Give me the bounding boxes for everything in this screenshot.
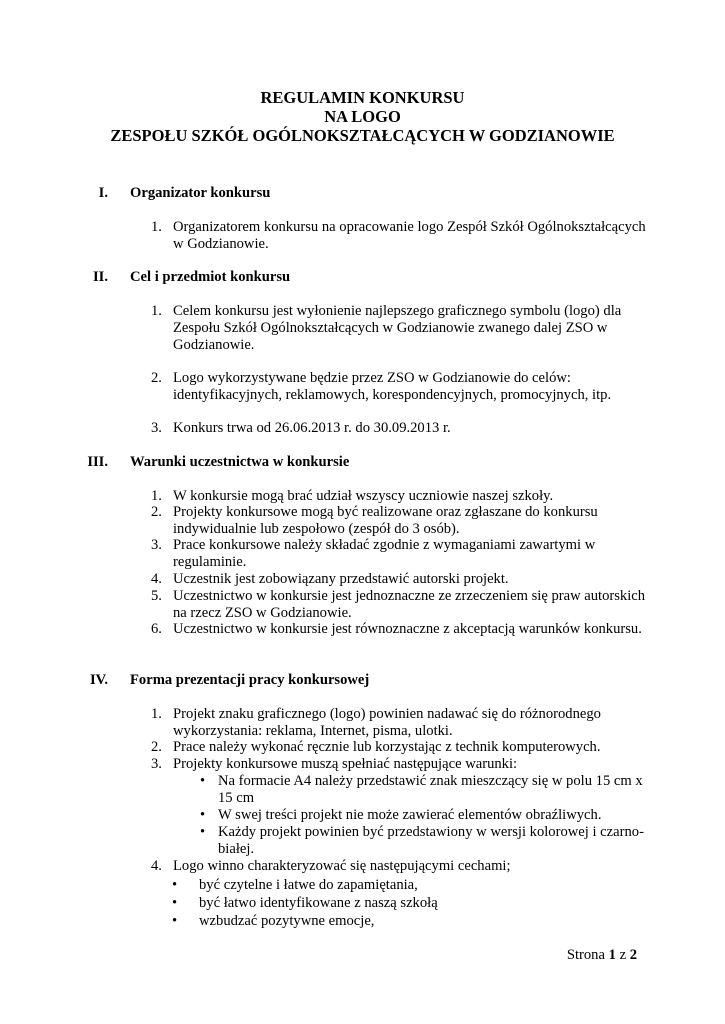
list-item: 1. Organizatorem konkursu na opracowanie logo Zespół Szkół Ogólnokształcących w Godzianowie. [151,219,646,252]
sub-bullet-item: • W swej treści projekt nie może zawierać elementów obraźliwych. [200,807,602,823]
list-item: 1. Celem konkursu jest wyłonienie najlepszego graficznego symbolu (logo) dla Zespołu Szkół Ogólnokształcących w Godzianowie zwanego dalej ZSO w Godzianowie. [151,303,622,353]
page-footer [567,947,637,964]
list-item: 2. Prace należy wykonać ręcznie lub korzystając z technik komputerowych. [151,739,601,755]
title-line-1: REGULAMIN KONKURSU [260,88,465,107]
bullet-item: • być łatwo identyfikowane z naszą szkołą [172,895,438,911]
bullet-item: • wzbudzać pozytywne emocje, [172,913,375,929]
list-item: 3. Prace konkursowe należy składać zgodnie z wymaganiami zawartymi w regulaminie. [151,537,596,570]
section-2-number: II. [92,269,108,285]
section-1-heading: Organizator konkursu [130,185,271,201]
section-4-heading: Forma prezentacji pracy konkursowej [130,672,370,688]
section-3-number: III. [87,454,108,470]
list-item: 5. Uczestnictwo w konkursie jest jednoznaczne ze zrzeczeniem się praw autorskich na rzecz ZSO w Godzianowie. [151,588,646,621]
sub-bullet-item: • Na formacie A4 należy przedstawić znak mieszczący się w polu 15 cm x 15 cm [200,773,643,806]
list-item: 2. Logo wykorzystywane będzie przez ZSO w Godzianowie do celów: identyfikacyjnych, reklamowych, korespondencyjnych, promocyjnych, itp. [151,370,612,403]
footer-page-number: 1 [608,947,616,963]
list-item: 6. Uczestnictwo w konkursie jest równoznaczne z akceptacją warunków konkursu. [151,621,642,637]
list-item: 3. Konkurs trwa od 26.06.2013 r. do 30.09.2013 r. [151,420,451,436]
footer-separator: z [619,947,627,963]
bullet-item: • być czytelne i łatwe do zapamiętania, [172,877,418,893]
footer-prefix: Strona [566,947,605,963]
list-item: 1. Projekt znaku graficznego (logo) powinien nadawać się do różnorodnego wykorzystania: reklama, Internet, pisma, ulotki. [151,706,601,739]
list-item: 1. W konkursie mogą brać udział wszyscy uczniowie naszej szkoły. [151,488,554,504]
section-3-heading: Warunki uczestnictwa w konkursie [130,454,350,470]
section-4-number: IV. [90,672,108,688]
list-item: 2. Projekty konkursowe mogą być realizowane oraz zgłaszane do konkursu indywidualnie lub zespołowo (zespół do 3 osób). [151,504,598,537]
list-item: 4. Logo winno charakteryzować się następującymi cechami; [151,858,511,874]
list-item: 4. Uczestnik jest zobowiązany przedstawić autorski projekt. [151,571,509,587]
list-item: 3. Projekty konkursowe muszą spełniać następujące warunki: [151,756,518,772]
title-line-2: NA LOGO [324,107,401,126]
title-line-3: ZESPOŁU SZKÓŁ OGÓLNOKSZTAŁCĄCYCH W GODZIANOWIE [110,126,615,145]
section-1-number: I. [98,185,108,201]
footer-total-pages: 2 [629,947,637,963]
section-2-heading: Cel i przedmiot konkursu [130,269,291,285]
sub-bullet-item: • Każdy projekt powinien być przedstawiony w wersji kolorowej i czarno-białej. [200,824,644,857]
